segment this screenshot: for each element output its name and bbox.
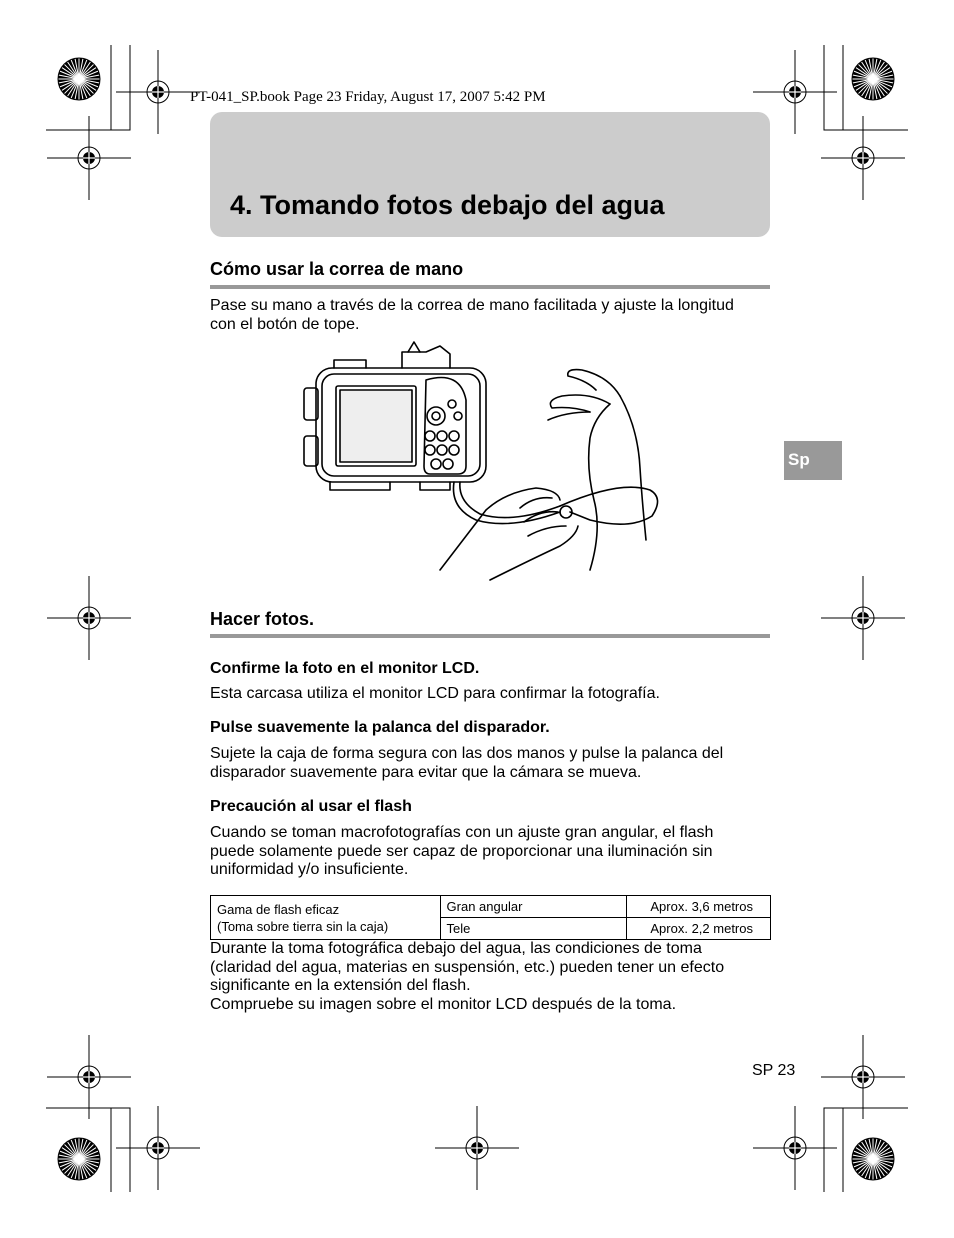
text-line: con el botón de tope. xyxy=(210,315,360,333)
table-cell-setting: Tele xyxy=(440,918,627,940)
flash-range-condition: (Toma sobre tierra sin la caja) xyxy=(217,918,389,934)
text-line: Sujete la caja de forma segura con las dos manos y pulse la palanca del xyxy=(210,745,724,762)
flash-range-table xyxy=(210,895,771,940)
text-line: Esta carcasa utiliza el monitor LCD para confirmar la fotografía. xyxy=(210,685,660,702)
section-heading-hand-strap: Cómo usar la correa de mano xyxy=(210,259,464,279)
subheading-confirm-lcd: Confirme la foto en el monitor LCD. xyxy=(210,660,480,677)
text-line: Durante la toma fotográfica debajo del agua, las condiciones de toma xyxy=(210,940,702,957)
language-tab xyxy=(784,441,842,480)
shutter-lever-text xyxy=(210,745,780,782)
camera-hand-strap-illustration xyxy=(290,340,670,590)
subheading-flash-caution: Precaución al usar el flash xyxy=(210,798,412,815)
confirm-lcd-text xyxy=(210,685,780,704)
book-slug: PT-041_SP.book Page 23 Friday, August 17, 2007 5:42 PM xyxy=(190,89,546,105)
table-cell-range: Aprox. 3,6 metros xyxy=(627,896,771,918)
text-line: Cuando se toman macrofotografías con un ajuste gran angular, el flash xyxy=(210,824,714,841)
section-heading-taking-photos: Hacer fotos. xyxy=(210,609,315,629)
table-cell-range: Aprox. 2,2 metros xyxy=(627,918,771,940)
chapter-title: 4. Tomando fotos debajo del agua xyxy=(230,190,665,220)
page-number: SP 23 xyxy=(752,1062,796,1079)
section-rule xyxy=(210,634,770,638)
table-cell-setting: Gran angular xyxy=(440,896,627,918)
language-tab-label: Sp xyxy=(788,450,810,469)
table-row xyxy=(211,896,771,918)
hand-strap-text xyxy=(210,297,780,334)
text-line: significante en la extensión del flash. xyxy=(210,977,471,994)
flash-caution-text xyxy=(210,824,780,880)
flash-range-label: Gama de flash eficaz xyxy=(217,901,340,917)
text-line: (claridad del agua, materias en suspensión, etc.) pueden tener un efecto xyxy=(210,958,725,976)
section-rule xyxy=(210,285,770,289)
text-line: Compruebe su imagen sobre el monitor LCD después de la toma. xyxy=(210,995,677,1013)
text-line: disparador suavemente para evitar que la cámara se mueva. xyxy=(210,763,642,781)
text-line: uniformidad y/o insuficiente. xyxy=(210,861,409,878)
subheading-shutter-lever: Pulse suavemente la palanca del disparador. xyxy=(210,719,550,736)
text-line: puede solamente puede ser capaz de proporcionar una iluminación sin xyxy=(210,842,713,860)
flash-range-label-cell xyxy=(211,896,441,940)
text-line: Pase su mano a través de la correa de mano facilitada y ajuste la longitud xyxy=(210,297,734,314)
underwater-conditions-text xyxy=(210,940,780,1014)
